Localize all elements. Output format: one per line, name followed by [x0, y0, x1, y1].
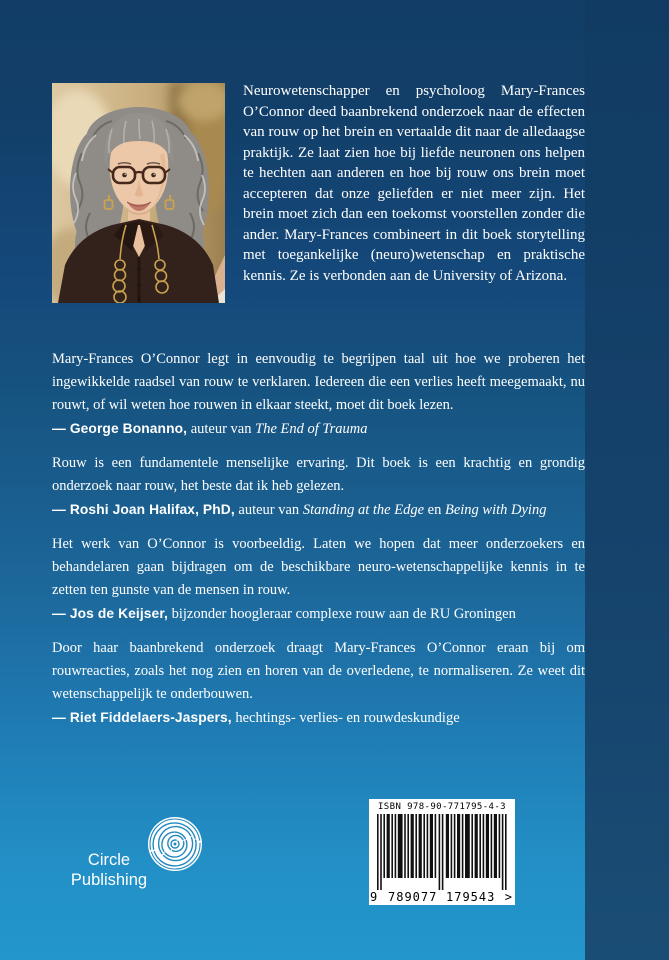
attribution-conjunction: en [424, 502, 445, 518]
isbn-label: ISBN 978-90-771795-4-3 [377, 802, 506, 812]
quote-george-bonanno [52, 348, 585, 441]
spine-band [585, 0, 669, 960]
attribution-name: — Riet Fiddelaers-Jaspers, [52, 710, 232, 725]
quote-attribution [52, 706, 585, 730]
author-portrait-illustration [52, 83, 225, 303]
barcode-digit-left: 9 [370, 890, 378, 904]
publisher-name-line2: Publishing [70, 870, 148, 889]
quote-body: Mary-Frances O’Connor legt in eenvoudig te begrijpen taal uit hoe we proberen het ingewikkelde raadsel van rouw te verklaren. Iedereen die een verlies heeft meegemaakt, nu rouwt, of wil weten hoe rouwen in elkaar steekt, moet dit boek lezen. [52, 351, 585, 413]
quote-jos-de-keijser [52, 533, 585, 626]
attribution-name: — George Bonanno, [52, 421, 188, 436]
attribution-role: auteur van [187, 421, 256, 437]
quote-attribution [52, 417, 585, 441]
attribution-name: — Roshi Joan Halifax, PhD, [52, 502, 235, 517]
attribution-book-title: Standing at the Edge [302, 502, 425, 518]
barcode-group2: 179543 [446, 890, 496, 904]
attribution-book-title: Being with Dying [444, 502, 547, 518]
barcode-digits [369, 889, 515, 904]
quote-attribution [52, 602, 585, 626]
quote-body: Het werk van O’Connor is voorbeeldig. Laten we hopen dat meer onderzoekers en behandelaren gaan bijdragen om de beschikbare neuro-wetenschappelijke kennis in te zetten ten gunste van de mensen in rouw. [52, 536, 585, 598]
attribution-role: bijzonder hoogleraar complexe rouw aan de RU Groningen [167, 606, 516, 622]
author-photo [52, 83, 225, 303]
barcode [369, 799, 515, 905]
attribution-book-title: The End of Trauma [255, 421, 368, 437]
about-author-text: Neurowetenschapper en psycholoog Mary-Frances O’Connor deed baanbrekend onderzoek naar de effecten van rouw op het brein en vertaalde dit naar de alledaagse praktijk. Ze laat zien hoe bij liefde neuronen ons helpen te hechten aan anderen en hoe bij rouw ons brein moet accepteren dat onze geliefden er niet meer zijn. Het brein moet zich dan een toekomst voorstellen zonder die ander. Mary-Frances combineert in dit boek storytelling met toegankelijke (neuro)wetenschap en praktische kennis. Ze is verbonden aan de University of Arizona. [243, 83, 585, 284]
barcode-bars [377, 814, 507, 892]
quote-roshi-joan-halifax [52, 452, 585, 522]
publisher-name [56, 851, 162, 890]
quote-attribution [52, 498, 585, 522]
quote-body: Door haar baanbrekend onderzoek draagt Mary-Frances O’Connor eraan bij om rouwreacties, zoals het nog zien en horen van de overledene, te normaliseren. Ze weet dit wetenschappelijk te onderbouwen. [52, 640, 585, 702]
quote-body: Rouw is een fundamentele menselijke ervaring. Dit boek is een krachtig en grondig onderzoek naar rouw, het beste dat ik heb gelezen. [52, 455, 585, 494]
publisher-name-line1: Circle [87, 851, 131, 869]
attribution-name: — Jos de Keijser, [52, 606, 168, 621]
quote-riet-fiddelaers-jaspers [52, 637, 585, 730]
attribution-role: auteur van [234, 502, 303, 518]
attribution-role: hechtings- verlies- en rouwdeskundige [231, 710, 460, 726]
barcode-arrow: > [504, 890, 512, 904]
barcode-group1: 789077 [388, 890, 438, 904]
